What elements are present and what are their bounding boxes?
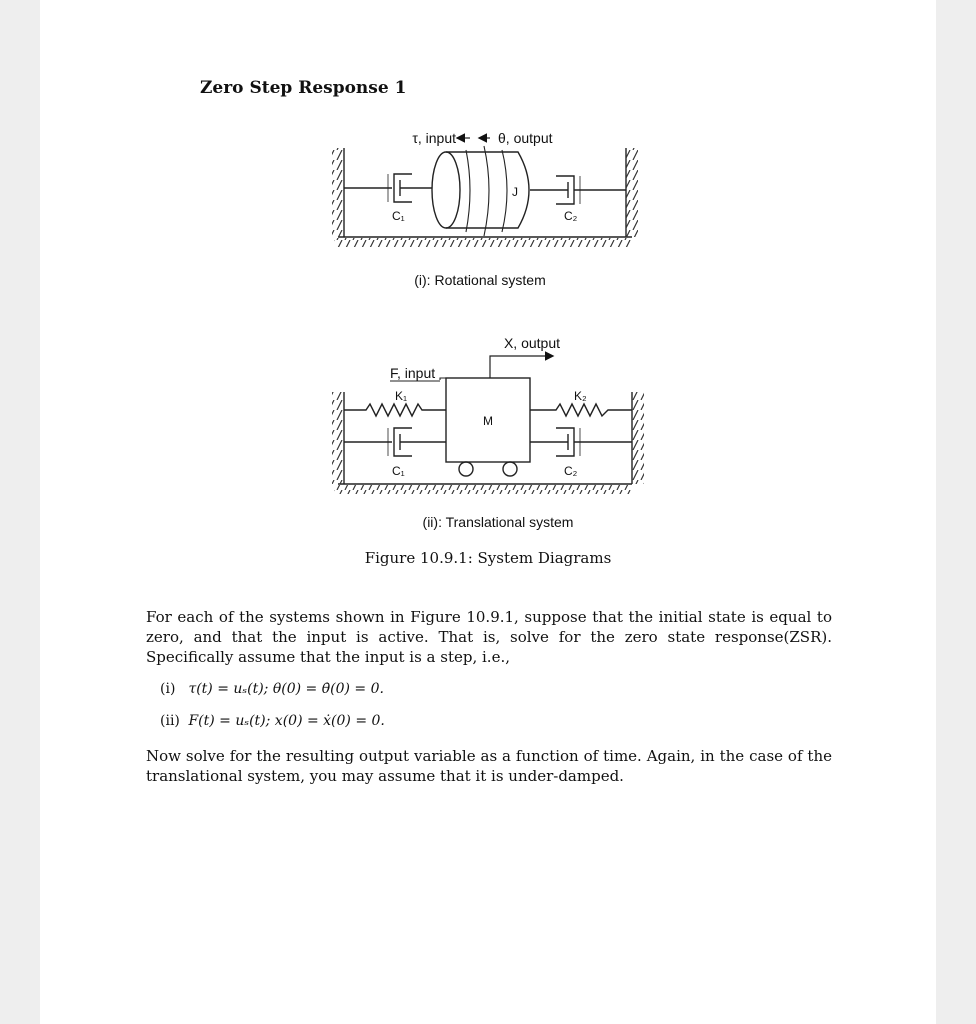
rotational-caption: (i): Rotational system — [414, 272, 546, 288]
spring-k1 — [344, 404, 446, 416]
wheel-left — [459, 462, 473, 476]
spring-k2-label: K₂ — [574, 389, 587, 403]
instruction-paragraph: Now solve for the resulting output variable as a function of time. Again, in the case of the translational system, you may assume that it is under-damped. — [146, 747, 832, 785]
rotational-system-diagram — [332, 138, 638, 247]
damper-c1-label: C₁ — [392, 464, 405, 478]
damper-c2 — [530, 428, 632, 456]
mass-label: M — [483, 414, 493, 428]
equation-body: τ(t) = uₛ(t); θ(0) = θ̇(0) = 0. — [188, 681, 384, 697]
angle-output-label: θ, output — [498, 130, 553, 146]
damper-c1-label: C₁ — [392, 209, 405, 223]
damper-c2 — [530, 176, 626, 204]
equation-line — [160, 713, 385, 729]
equation-tag: (ii) — [160, 713, 180, 729]
damper-c2-label: C₂ — [564, 464, 578, 478]
ground-hatch — [334, 238, 632, 247]
displacement-output-label: X, output — [503, 335, 561, 351]
translational-caption: (ii): Translational system — [422, 514, 574, 530]
damper-c1 — [344, 428, 446, 456]
damper-c1 — [344, 174, 432, 202]
wheel-right — [503, 462, 517, 476]
page-title: Zero Step Response 1 — [200, 78, 407, 98]
spring-k1-label: K₁ — [395, 389, 408, 403]
figure-caption: Figure 10.9.1: System Diagrams — [364, 549, 612, 567]
spring-k2 — [530, 404, 632, 416]
problem-paragraph: For each of the systems shown in Figure 10.9.1, suppose that the initial state is equal to zero, and that the input is active. That is, solve for the zero state response(ZSR). Specifically assume that the input is a step, i.e., — [146, 608, 832, 666]
torque-input-label: τ, input — [412, 130, 456, 146]
force-input-label: F, input — [390, 365, 436, 381]
equation-body: F(t) = uₛ(t); x(0) = ẋ(0) = 0. — [188, 713, 385, 729]
equation-line — [160, 681, 384, 697]
equation-tag: (i) — [160, 681, 176, 697]
damper-c2-label: C₂ — [564, 209, 578, 223]
inertia-label: J — [512, 185, 518, 199]
